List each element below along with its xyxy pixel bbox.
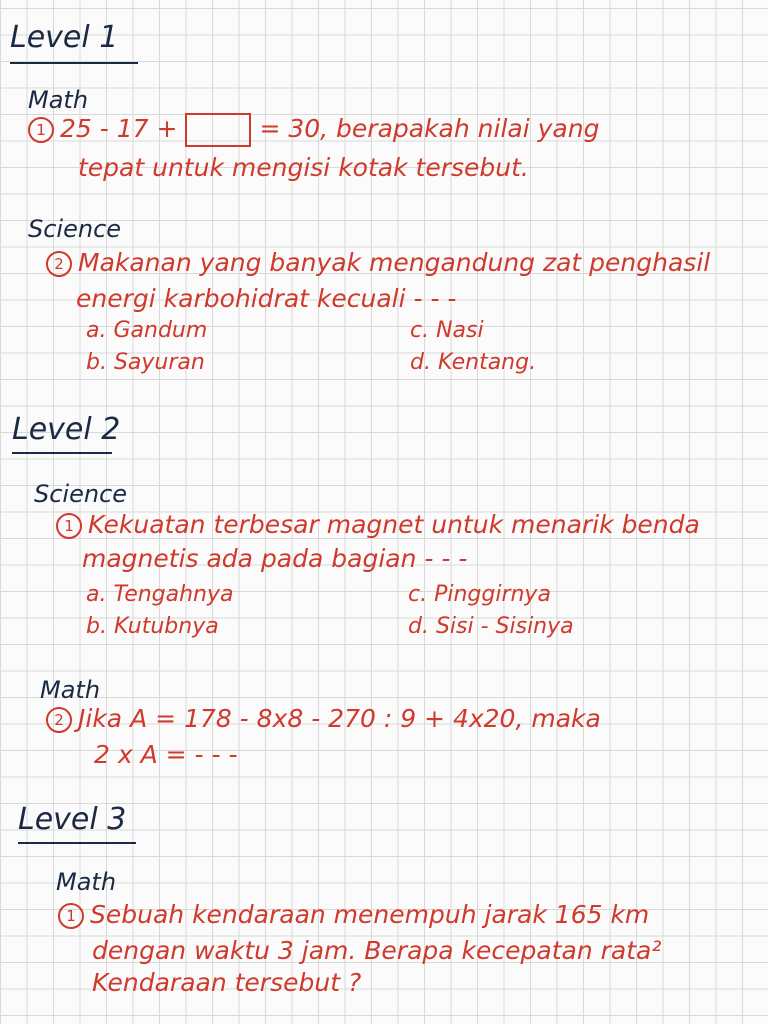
level-2-science-question-line-2: magnetis ada pada bagian - - - [82,544,468,573]
expression-after-box: = 30, berapakah nilai yang [259,114,600,143]
question-text: Sebuah kendaraan menempuh jarak 165 km [90,900,650,929]
level-2-math-question-line-2: 2 x A = - - - [94,740,238,769]
answer-box [185,113,251,147]
level-2-math-question-line-1 [46,704,601,733]
expression-before-box: 25 - 17 + [60,114,178,143]
level-2-math-subject: Math [40,676,101,704]
level-2-science-subject: Science [34,480,128,508]
level-1-option-d: d. Kentang. [410,350,537,375]
question-number-circle: 2 [46,707,72,733]
level-2-heading: Level 2 [12,412,121,447]
level-3-math-question-line-2: dengan waktu 3 jam. Berapa kecepatan rata² [92,936,662,965]
level-2-science-question-line-1 [56,510,700,539]
question-number-circle: 2 [46,251,72,277]
level-3-underline [18,842,136,844]
level-2-option-c: c. Pinggirnya [408,582,551,607]
level-1-heading: Level 1 [10,20,119,55]
level-1-math-subject: Math [28,86,89,114]
level-3-math-question-line-3: Kendaraan tersebut ? [92,968,362,997]
level-1-option-c: c. Nasi [410,318,484,343]
level-3-math-subject: Math [56,868,117,896]
level-1-option-b: b. Sayuran [86,350,205,375]
question-text: Makanan yang banyak mengandung zat penghasil [78,248,711,277]
level-1-math-question-line-1 [28,113,599,147]
question-text: Jika A = 178 - 8x8 - 270 : 9 + 4x20, maka [78,704,601,733]
level-3-math-question-line-1 [58,900,649,929]
question-number-circle: 1 [58,903,84,929]
question-number-circle: 1 [28,117,54,143]
question-number-circle: 1 [56,513,82,539]
level-2-underline [12,452,112,454]
level-1-option-a: a. Gandum [86,318,208,343]
level-1-science-question-line-1 [46,248,710,277]
level-2-option-a: a. Tengahnya [86,582,234,607]
level-2-option-b: b. Kutubnya [86,614,219,639]
question-text: Kekuatan terbesar magnet untuk menarik benda [88,510,700,539]
level-1-math-question-line-2: tepat untuk mengisi kotak tersebut. [78,153,529,182]
level-2-option-d: d. Sisi - Sisinya [408,614,574,639]
level-1-science-subject: Science [28,215,122,243]
level-1-science-question-line-2: energi karbohidrat kecuali - - - [76,284,457,313]
level-1-underline [10,62,138,64]
level-3-heading: Level 3 [18,802,127,837]
